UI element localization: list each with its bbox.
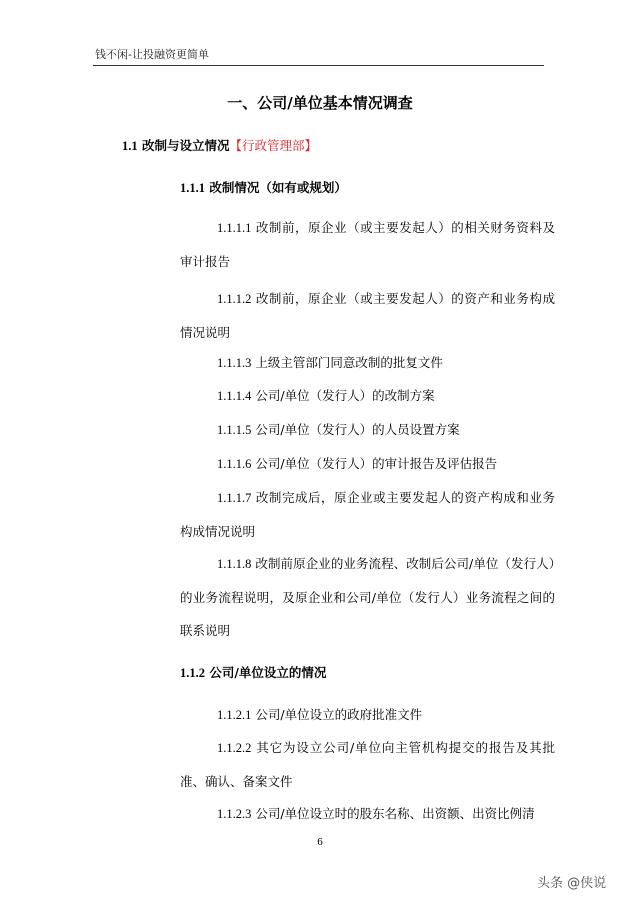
document-title: 一、公司/单位基本情况调查: [227, 94, 413, 112]
item-number: 1.1.1.8: [217, 557, 252, 571]
item-text: 公司/单位（发行人）的审计报告及评估报告: [255, 456, 498, 471]
list-item: [180, 379, 555, 413]
list-item: [180, 797, 555, 831]
watermark-text: 头条 @侠说: [537, 876, 607, 891]
list-item: [180, 346, 555, 380]
item-number: 1.1.2.1: [217, 708, 252, 722]
item-text: 改制前原企业的业务流程、改制后公司/单位（发行人）的业务流程说明，及原企业和公司/单位（发行人）业务流程之间的联系说明: [180, 556, 555, 638]
item-text: 公司/单位设立时的股东名称、出资额、出资比例清: [255, 806, 535, 821]
header-divider: [93, 65, 544, 66]
section-heading: [122, 136, 317, 154]
list-item: [180, 547, 555, 647]
item-text: 改制前，原企业（或主要发起人）的相关财务资料及审计报告: [180, 220, 555, 269]
item-number: 1.1.2.3: [217, 807, 252, 821]
list-item: [180, 413, 555, 447]
item-number: 1.1.1.5: [217, 423, 252, 437]
item-text: 公司/单位（发行人）的改制方案: [255, 388, 435, 403]
item-number: 1.1.1.1: [217, 221, 252, 235]
item-number: 1.1.1.7: [217, 491, 252, 505]
subsection-number: 1.1.1: [180, 181, 205, 195]
subsection-heading: [180, 178, 347, 196]
item-text: 公司/单位设立的政府批准文件: [255, 707, 423, 722]
section-number: 1.1: [122, 139, 138, 153]
list-item: [180, 481, 555, 548]
item-number: 1.1.2.2: [217, 741, 252, 755]
page-header-text: 钱不闲-让投融资更简单: [95, 48, 209, 61]
subsection-title: 改制情况（如有或规划）: [209, 180, 347, 195]
item-number: 1.1.1.3: [217, 356, 252, 370]
item-number: 1.1.1.4: [217, 389, 252, 403]
item-text: 上级主管部门同意改制的批复文件: [255, 355, 443, 370]
list-item: [180, 731, 555, 798]
item-text: 其它为设立公司/单位向主管机构提交的报告及其批准、确认、备案文件: [180, 740, 555, 789]
item-text: 改制完成后，原企业或主要发起人的资产构成和业务构成情况说明: [180, 490, 555, 539]
list-item: [180, 698, 555, 732]
list-item: [180, 211, 555, 278]
subsection-title: 公司/单位设立的情况: [209, 665, 327, 680]
item-number: 1.1.1.2: [217, 292, 252, 306]
item-number: 1.1.1.6: [217, 457, 252, 471]
page-number: 6: [317, 836, 323, 848]
section-department-tag: 【行政管理部】: [229, 138, 318, 153]
list-item: [180, 282, 555, 349]
subsection-number: 1.1.2: [180, 666, 205, 680]
list-item: [180, 447, 555, 481]
subsection-heading: [180, 663, 326, 681]
section-title: 改制与设立情况: [141, 138, 230, 153]
item-text: 公司/单位（发行人）的人员设置方案: [255, 422, 460, 437]
item-text: 改制前，原企业（或主要发起人）的资产和业务构成情况说明: [180, 291, 555, 340]
